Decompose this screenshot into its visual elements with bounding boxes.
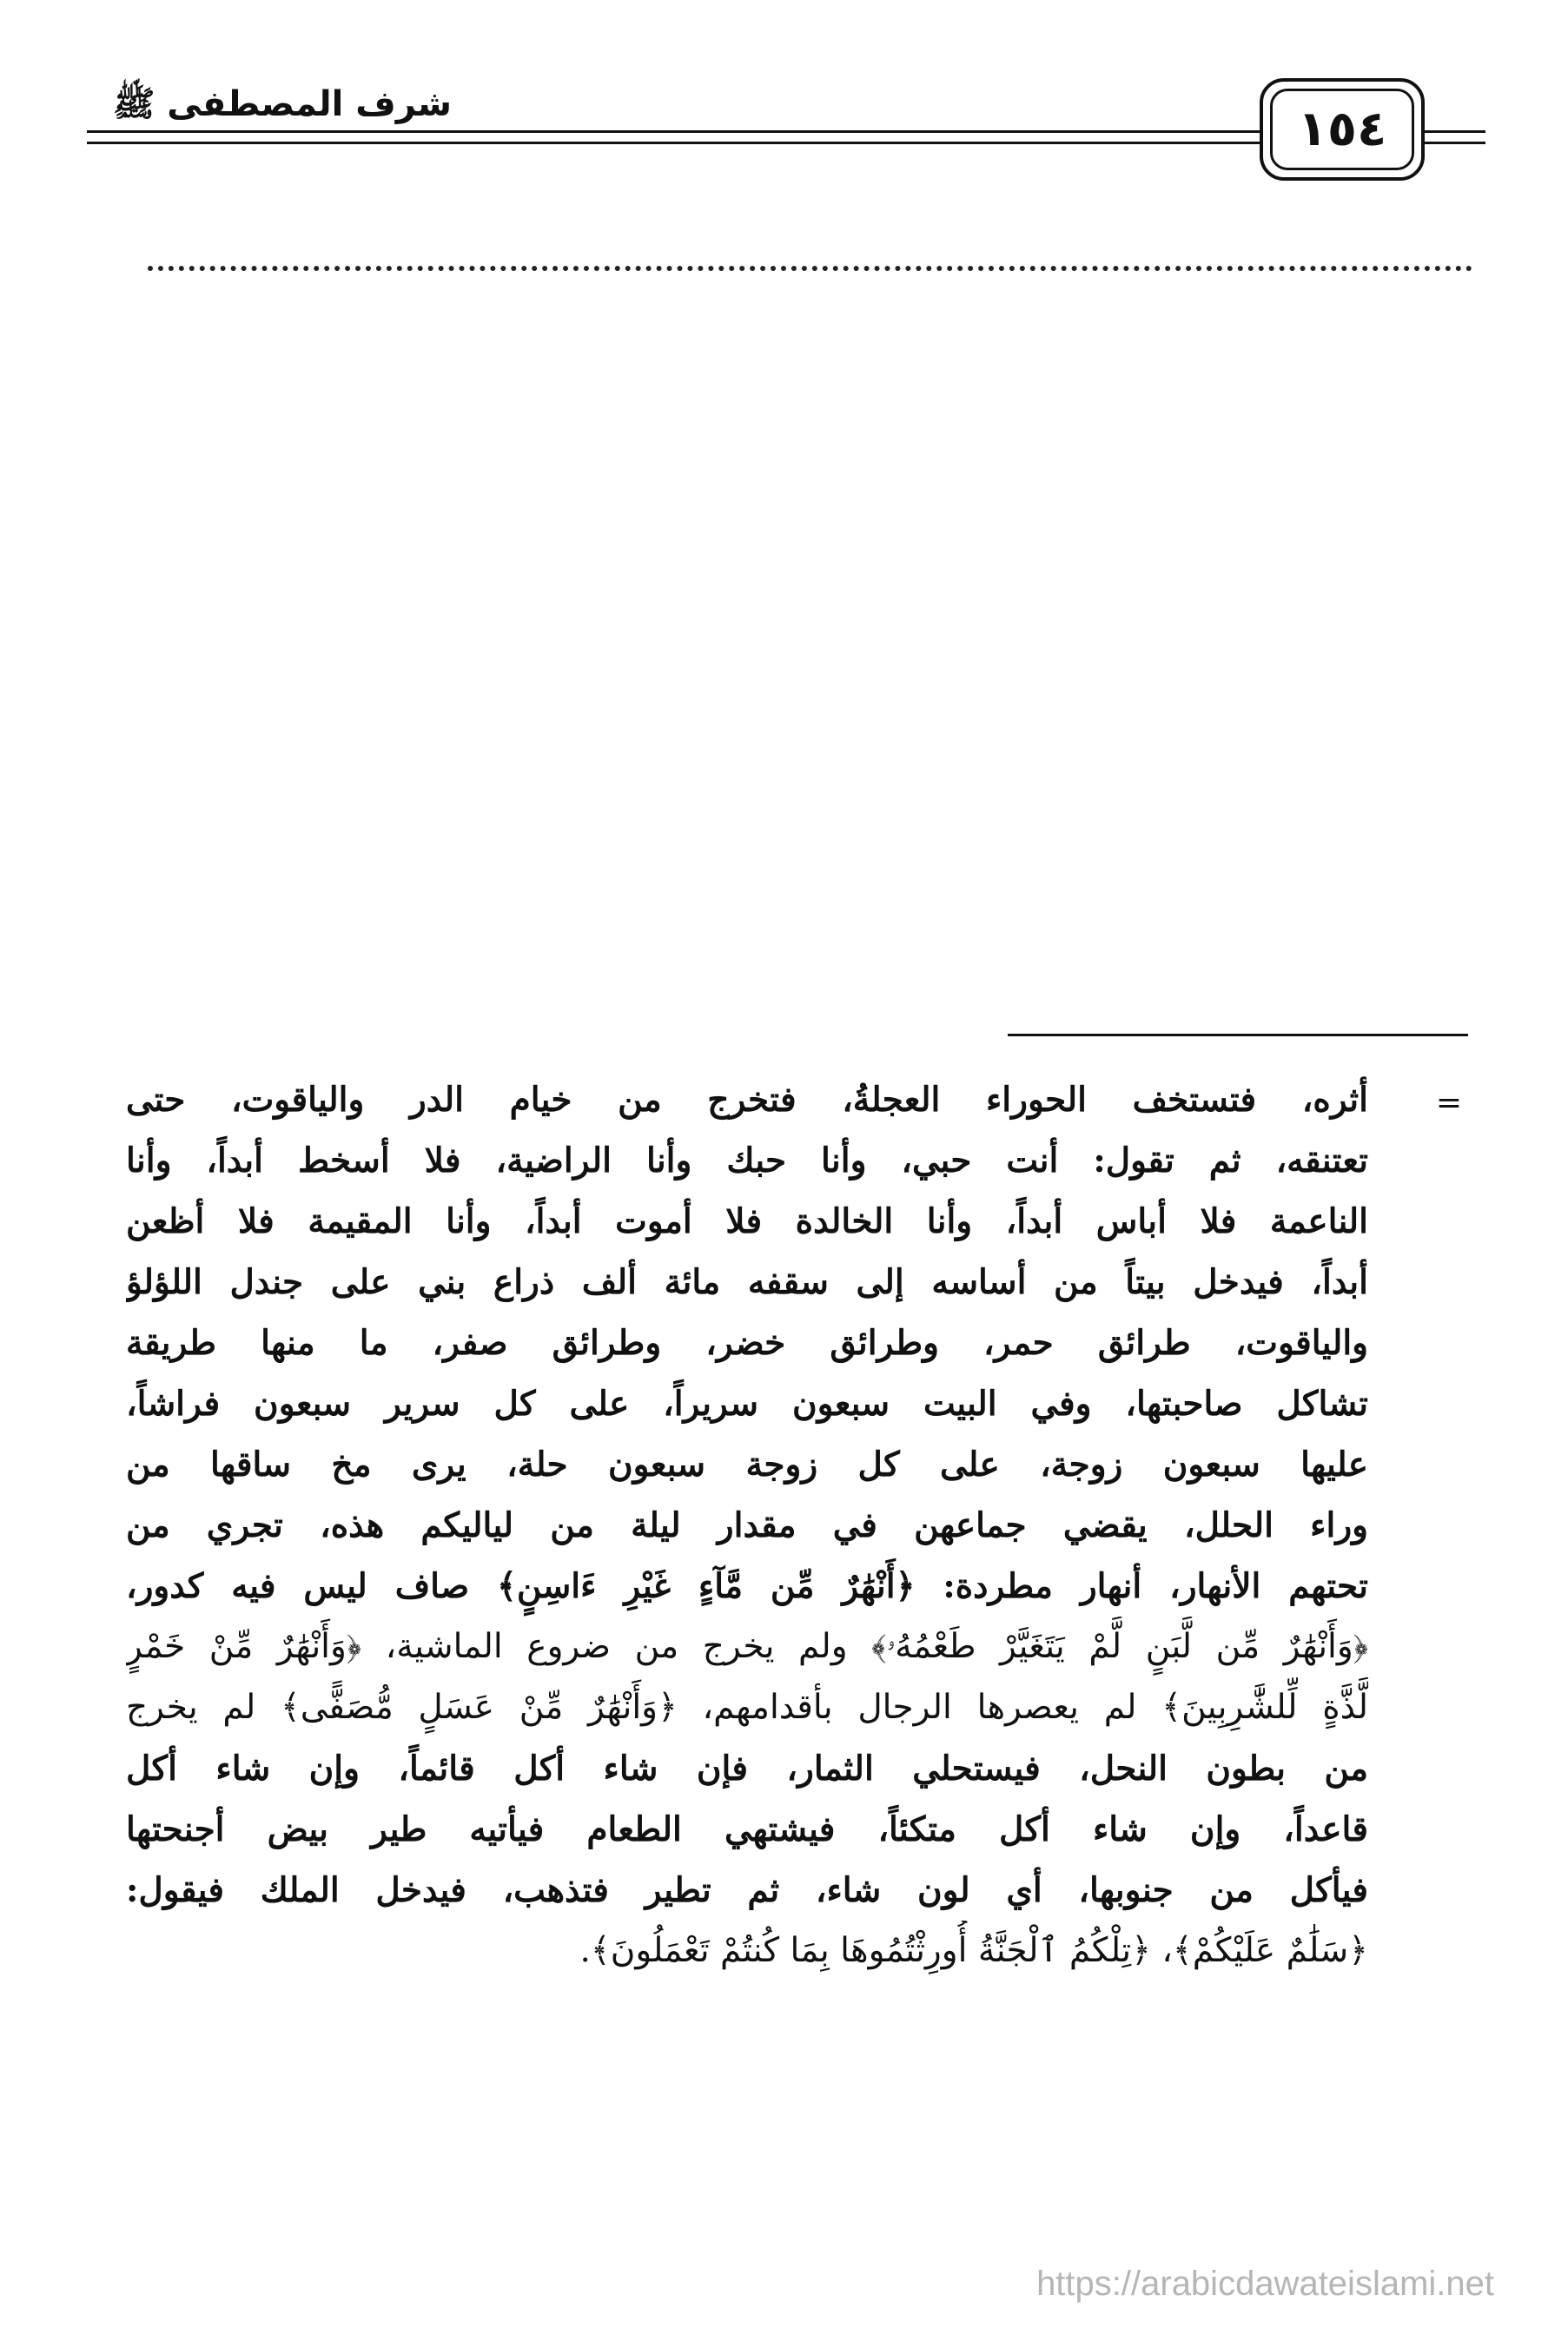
footnote-line: ﴿سَلَٰمٌ عَلَيْكُمْ﴾، ﴿تِلْكُمُ ٱلْجَنَّةُ أُورِثْتُمُوهَا بِمَا كُنتُمْ تَعْمَلُونَ﴾.	[579, 1931, 1368, 1970]
page-number-badge	[1260, 78, 1425, 181]
dotted-separator	[148, 266, 1472, 271]
footnote-line: قاعداً، وإن شاء أكل متكئاً، فيشتهي الطعام فيأتيه طير بيض أجنحتها	[126, 1809, 1368, 1849]
footnote-line: ﴿وَأَنْهَٰرٌ مِّن لَّبَنٍ لَّمْ يَتَغَيَّرْ طَعْمُهُۥ﴾ ولم يخرج من ضروع الماشية، ﴿وَأَنْهَٰرٌ مِّنْ خَمْرٍ	[126, 1627, 1368, 1666]
page-header	[0, 0, 1568, 200]
watermark-url: https://arabicdawateislami.net	[1036, 2265, 1494, 2303]
book-title: شرف المصطفى ﷺ	[112, 84, 452, 124]
header-rule-bottom	[87, 142, 1277, 144]
footnote-line: والياقوت، طرائق حمر، وطرائق خضر، وطرائق صفر، ما منها طريقة	[126, 1323, 1368, 1363]
footnote-line: لَّذَّةٍ لِّلشَّٰرِبِينَ﴾ لم يعصرها الرجال بأقدامهم، ﴿وَأَنْهَٰرٌ مِّنْ عَسَلٍ مُّصَفًّى﴾ لم يخرج	[126, 1688, 1368, 1727]
footnote-line: من بطون النحل، فيستحلي الثمار، فإن شاء أكل قائماً، وإن شاء أكل	[126, 1749, 1368, 1789]
footnote-line: الناعمة فلا أباس أبداً، وأنا الخالدة فلا أموت أبداً، وأنا المقيمة فلا أظعن	[126, 1201, 1368, 1241]
footnote-line: فيأكل من جنوبها، أي لون شاء، ثم تطير فتذهب، فيدخل الملك فيقول:	[126, 1870, 1368, 1910]
footnote-line: أثره، فتستخف الحوراء العجلةُ، فتخرج من خيام الدر والياقوت، حتى	[126, 1080, 1368, 1120]
footnote-text	[126, 1069, 1368, 1981]
footnote-line: عليها سبعون زوجة، على كل زوجة سبعون حلة، يرى مخ ساقها من	[126, 1445, 1368, 1485]
footnote-line: تعتنقه، ثم تقول: أنت حبي، وأنا حبك وأنا الراضية، فلا أسخط أبداً، وأنا	[126, 1141, 1368, 1181]
page-number: ١٥٤	[1270, 89, 1414, 170]
footnote-divider	[1008, 1034, 1468, 1036]
footnote-line: تحتهم الأنهار، أنهار مطردة: ﴿أَنْهَٰرٌ مِّن مَّآءٍ غَيْرِ ءَاسِنٍ﴾ صاف ليس فيه كدور،	[126, 1566, 1368, 1606]
footnote-line: تشاكل صاحبتها، وفي البيت سبعون سريراً، على كل سرير سبعون فراشاً،	[126, 1384, 1368, 1424]
footnote-line: أبداً، فيدخل بيتاً من أساسه إلى سقفه مائة ألف ذراع بني على جندل اللؤلؤ	[126, 1262, 1368, 1302]
header-rule-top	[87, 130, 1277, 133]
footnote-line: وراء الحلل، يقضي جماعهن في مقدار ليلة من لياليكم هذه، تجري من	[126, 1505, 1368, 1545]
footnote-continuation-mark: =	[1435, 1085, 1463, 1121]
